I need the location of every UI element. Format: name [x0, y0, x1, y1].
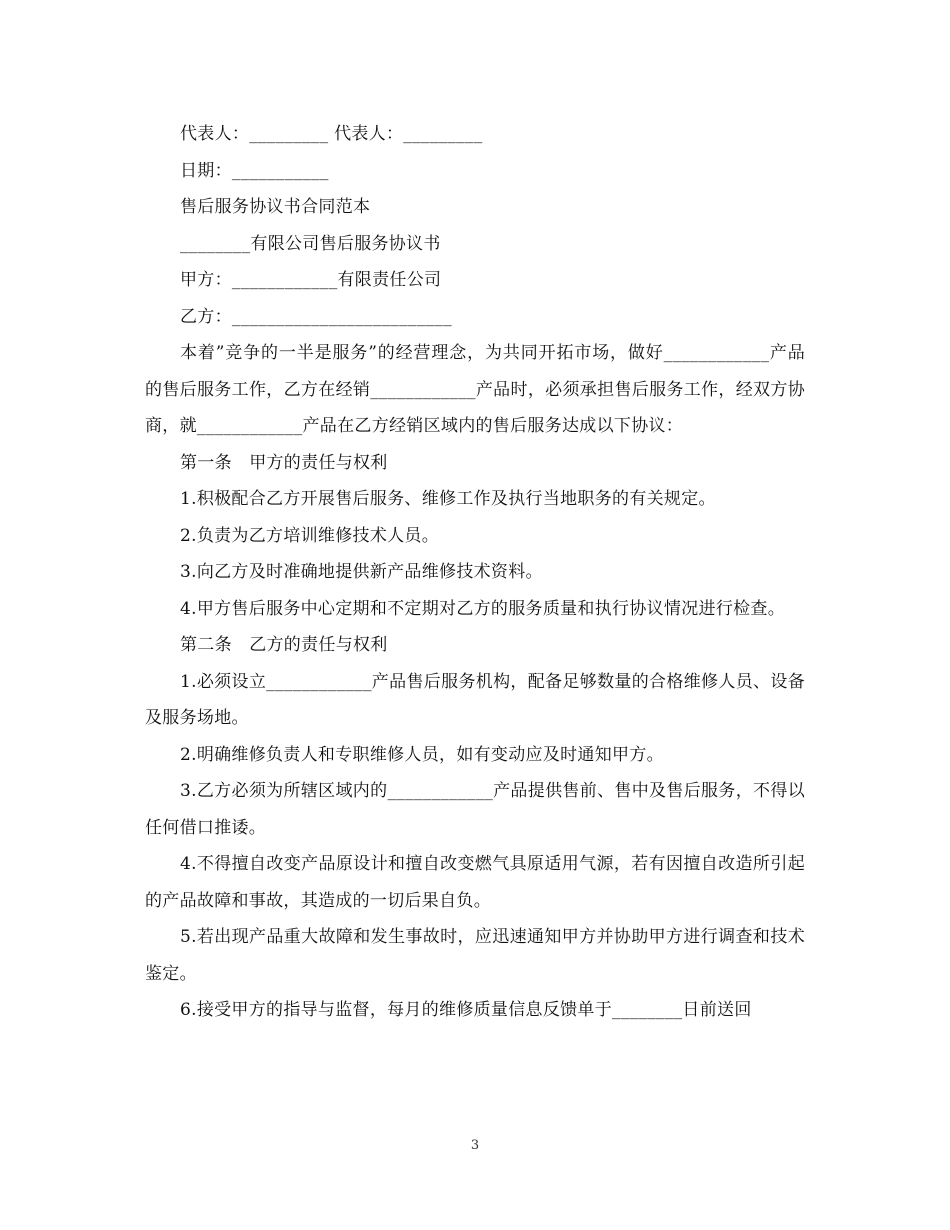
section2-item: 1.必须设立____________产品售后服务机构，配备足够数量的合格维修人员、设备及服务场地。 [145, 671, 805, 728]
section2-item: 4.不得擅自改变产品原设计和擅自改变燃气具原适用气源，若有因擅自改造所引起的产品故障和事故，其造成的一切后果自负。 [145, 854, 805, 911]
section2-item: 3.乙方必须为所辖区域内的____________产品提供售前、售中及售后服务，不得以任何借口推诿。 [145, 781, 805, 838]
section1-item: 4.甲方售后服务中心定期和不定期对乙方的服务质量和执行协议情况进行检查。 [180, 598, 786, 619]
representative-line: 代表人：_________ 代表人：_________ [180, 124, 483, 144]
section2-item: 2.明确维修负责人和专职维修人员，如有变动应及时通知甲方。 [180, 744, 664, 765]
section1-item: 3.向乙方及时准确地提供新产品维修技术资料。 [180, 562, 543, 582]
page-number: 3 [470, 1138, 480, 1153]
intro-paragraph: 本着”竞争的一半是服务”的经营理念，为共同开拓市场，做好____________产品的售后服务工作，乙方在经销____________产品时，必须承担售后服务工作，经双方协商，就____________产品在乙方经销区域内的售后服务达成以下协议： [145, 343, 805, 436]
party-b-line: 乙方：_________________________ [180, 306, 452, 327]
date-line: 日期：___________ [180, 160, 329, 181]
section2-heading: 第二条 乙方的责任与权利 [180, 635, 388, 655]
agreement-title: ________有限公司售后服务协议书 [180, 233, 441, 254]
section2-item: 6.接受甲方的指导与监督，每月的维修质量信息反馈单于________日前送回 [180, 1000, 752, 1020]
section1-item: 1.积极配合乙方开展售后服务、维修工作及执行当地职务的有关规定。 [180, 489, 716, 509]
document-body [145, 116, 805, 1029]
party-a-line: 甲方：____________有限责任公司 [180, 270, 442, 290]
section2-item: 5.若出现产品重大故障和发生事故时，应迅速通知甲方并协助甲方进行调查和技术鉴定。 [145, 927, 805, 984]
section1-heading: 第一条 甲方的责任与权利 [180, 452, 388, 473]
section1-item: 2.负责为乙方培训维修技术人员。 [180, 525, 440, 546]
contract-template-title: 售后服务协议书合同范本 [180, 197, 371, 217]
